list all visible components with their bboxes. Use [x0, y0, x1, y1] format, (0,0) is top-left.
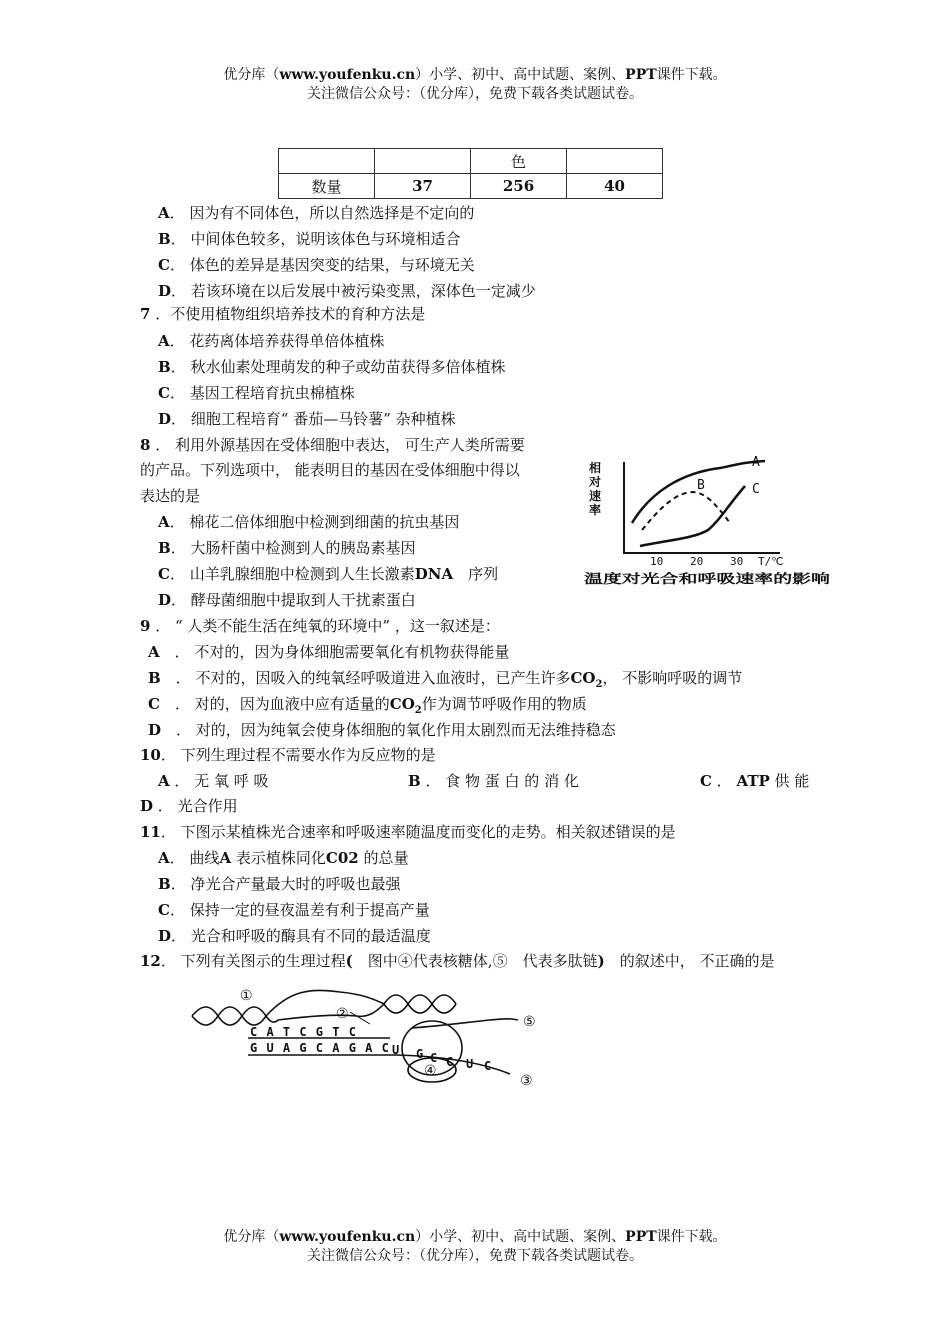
table-cell: 37: [375, 174, 471, 199]
transcription-figure: [190, 982, 550, 1094]
q11-option-c: C． 保持一定的昼夜温差有利于提高产量: [158, 901, 430, 919]
q10-option-a: A ． 无 氧 呼 吸: [158, 772, 269, 790]
page-header: [0, 67, 950, 84]
footer-text: ）小学、初中、高中试题、案例、: [415, 1229, 626, 1245]
helix-right: [384, 995, 456, 1013]
temperature-rate-figure: [580, 448, 835, 590]
table-cell: 数量: [279, 174, 375, 199]
ylabel-char: 相: [589, 461, 602, 475]
footer-link[interactable]: www.youfenku.cn: [279, 1229, 416, 1245]
q7-stem: 7 ．不使用植物组织培养技术的育种方法是: [140, 305, 426, 323]
table-cell: 256: [471, 174, 567, 199]
helix-left: [192, 1007, 266, 1025]
q8-option-b: B． 大肠杆菌中检测到人的胰岛素基因: [158, 539, 416, 557]
q8-stem-line3: 表达的是: [140, 487, 201, 505]
q10-option-b: B ． 食 物 蛋 白 的 消 化: [408, 772, 579, 790]
q9-option-b: B ． 不对的，因吸入的纯氧经呼吸道进入血液时，已产生许多$CO_2$， 不影响呼吸的调节: [148, 669, 743, 690]
header-link[interactable]: www.youfenku.cn: [279, 67, 416, 83]
table-cell: [375, 149, 471, 174]
label-5: ⑤: [523, 1014, 536, 1030]
q7-option-b: B． 秋水仙素处理萌发的种子或幼苗获得多倍体植株: [158, 358, 506, 376]
axes: [624, 462, 780, 553]
header-text: 课件下载。: [656, 67, 727, 83]
ylabel-char: 率: [589, 503, 602, 517]
footer-text: 课件下载。: [656, 1229, 727, 1245]
mrna-base: U: [466, 1057, 474, 1071]
q6-option-a: A． 因为有不同体色，所以自然选择是不定向的: [158, 204, 475, 222]
q9-option-a: A ． 不对的，因为身体细胞需要氧化有机物获得能量: [148, 643, 510, 661]
q7-option-c: C． 基因工程培育抗虫棉植株: [158, 384, 355, 402]
q11-option-a: A． 曲线A 表示植株同化C02 的总量: [158, 849, 409, 867]
curve-a-label: A: [752, 455, 760, 470]
footer-text: PPT: [625, 1229, 657, 1245]
header-text: 优分库（: [223, 67, 280, 83]
table-cell: 色: [471, 149, 567, 174]
q8-stem: 8 ． 利用外源基因在受体细胞中表达， 可生产人类所需要: [140, 436, 525, 454]
q11-stem: 11． 下图示某植株光合速率和呼吸速率随温度而变化的走势。相关叙述错误的是: [140, 823, 676, 841]
table-row: [279, 174, 663, 199]
q10-option-d: D ． 光合作用: [140, 797, 238, 815]
q8-option-d: D． 酵母菌细胞中提取到人干扰素蛋白: [158, 591, 416, 609]
color-count-table: [278, 148, 663, 199]
mrna-base: G: [416, 1047, 424, 1061]
q8-option-a: A． 棉花二倍体细胞中检测到细菌的抗虫基因: [158, 513, 460, 531]
mrna-sequence: G U A G C A G A C: [250, 1041, 390, 1055]
mrna-base: U: [392, 1043, 400, 1057]
mrna-base: C: [446, 1055, 454, 1069]
footer-subline: 关注微信公众号：（优分库），免费下载各类试题试卷。: [307, 1248, 643, 1264]
curve-b-label: B: [697, 478, 705, 493]
header-text: PPT: [625, 67, 657, 83]
header-subline: 关注微信公众号：（优分库），免费下载各类试题试卷。: [307, 86, 643, 102]
figure-caption: 温度对光合和呼吸速率的影响: [584, 571, 831, 586]
table-cell: 40: [567, 174, 663, 199]
q9-stem: 9 ． “ 人类不能生活在纯氧的环境中” ，这一叙述是：: [140, 617, 500, 635]
table-row: [279, 149, 663, 174]
x-tick: 10: [650, 555, 664, 568]
label-3: ③: [520, 1073, 533, 1089]
x-tick: 30: [730, 555, 744, 568]
page-footer: [0, 1229, 950, 1246]
dna-sequence-top: C A T C G T C: [250, 1025, 357, 1039]
q12-stem: 12． 下列有关图示的生理过程( 图中④代表核糖体,⑤ 代表多肽链) 的叙述中， 不正确的是: [140, 952, 775, 970]
q6-option-b: B． 中间体色较多，说明该体色与环境相适合: [158, 230, 461, 248]
q9-option-d: D ． 对的，因为纯氧会使身体细胞的氧化作用太剧烈而无法维持稳态: [148, 721, 616, 739]
dna-template-strand: [266, 990, 384, 1016]
label-1: ①: [240, 988, 253, 1004]
q7-option-d: D． 细胞工程培育“ 番茄—马铃薯” 杂种植株: [158, 410, 456, 428]
x-unit: T/℃: [758, 555, 784, 568]
header-text: ）小学、初中、高中试题、案例、: [415, 67, 626, 83]
q10-option-c: C ． ATP 供 能: [700, 772, 810, 790]
curve-c-label: C: [752, 482, 760, 497]
table-cell: [567, 149, 663, 174]
label-4: ④: [424, 1063, 437, 1079]
footer-text: 优分库（: [223, 1229, 280, 1245]
helix-right: [384, 995, 456, 1013]
label-2-pointer: [350, 1012, 370, 1024]
q11-option-b: B． 净光合产量最大时的呼吸也最强: [158, 875, 401, 893]
curve-b: [642, 492, 730, 530]
table-cell: [279, 149, 375, 174]
ylabel-char: 对: [589, 475, 602, 489]
q6-option-d: D． 若该环境在以后发展中被污染变黑，深体色一定减少: [158, 282, 536, 300]
ylabel-char: 速: [589, 489, 602, 503]
mrna-base: C: [430, 1051, 438, 1065]
q9-option-c: C ． 对的，因为血液中应有适量的$CO_2$作为调节呼吸作用的物质: [148, 695, 587, 716]
mrna-base: C: [484, 1059, 492, 1073]
q8-option-c: C． 山羊乳腺细胞中检测到人生长激素DNA 序列: [158, 565, 499, 583]
label-2: ②: [336, 1006, 349, 1022]
q8-stem-line2: 的产品。下列选项中， 能表明目的基因在受体细胞中得以: [140, 461, 520, 479]
q11-option-d: D． 光合和呼吸的酶具有不同的最适温度: [158, 927, 431, 945]
x-tick: 20: [690, 555, 704, 568]
q10-stem: 10． 下列生理过程不需要水作为反应物的是: [140, 746, 436, 764]
dna-coding-strand: [278, 1004, 384, 1020]
q6-option-c: C． 体色的差异是基因突变的结果，与环境无关: [158, 256, 475, 274]
q7-option-a: A． 花药离体培养获得单倍体植株: [158, 332, 385, 350]
polypeptide-chain: [412, 1019, 518, 1028]
